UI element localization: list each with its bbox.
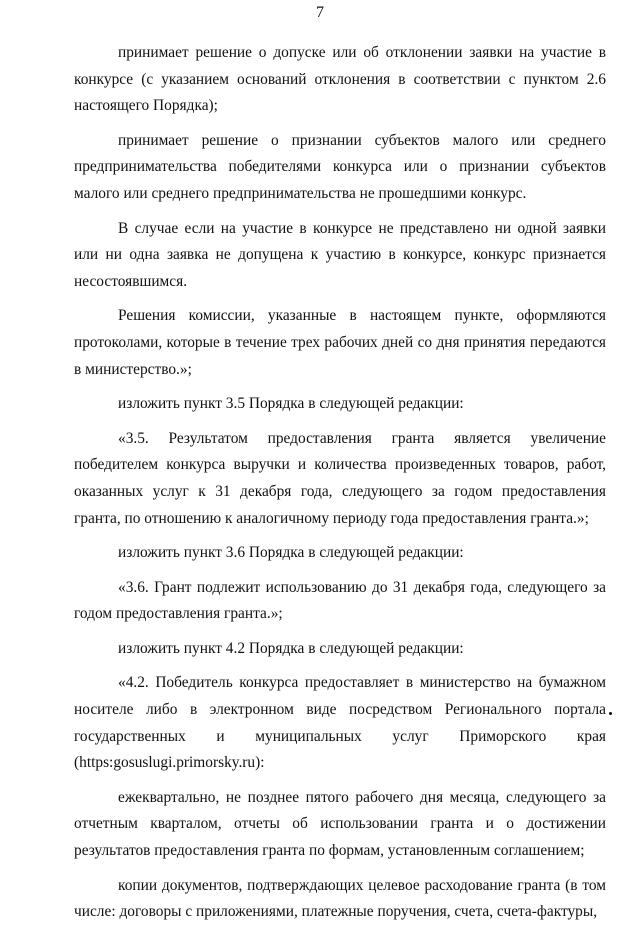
paragraph: Решения комиссии, указанные в настоящем пункте, оформляются протоколами, которые в течение трех рабочих дней со дня принятия передаются в министерство.»; xyxy=(74,307,606,378)
paragraph: принимает решение о допуске или об отклонении заявки на участие в конкурсе (с указанием оснований отклонения в соответствии с пунктом 2.6 настоящего Порядка); xyxy=(74,44,606,115)
paragraph: копии документов, подтверждающих целевое расходование гранта (в том числе: договоры с приложениями, платежные поручения, счета, счета-фактуры, xyxy=(74,876,606,921)
scan-speck xyxy=(609,712,612,715)
paragraph: В случае если на участие в конкурсе не представлено ни одной заявки или ни одна заявка не допущена к участию в конкурсе, конкурс признается несостоявшимся. xyxy=(74,219,606,290)
paragraph: принимает решение о признании субъектов малого или среднего предпринимательства победителями конкурса или о признании субъектов малого или среднего предпринимательства не прошедшими конкурс. xyxy=(74,131,606,202)
paragraph: изложить пункт 3.5 Порядка в следующей редакции: xyxy=(118,395,464,413)
paragraph: ежеквартально, не позднее пятого рабочего дня месяца, следующего за отчетным кварталом, отчеты об использовании гранта и о достижении результатов предоставления гранта по формам, установленным соглашением; xyxy=(74,788,606,860)
paragraph: «3.5. Результатом предоставления гранта является увеличение победителем конкурса выручки и количества произведенных товаров, работ, оказанных услуг к 31 декабря года, следующего за годом предоставления гранта, по отношению к аналогичному периоду года предоставления гранта.»; xyxy=(74,429,606,527)
paragraph: «3.6. Грант подлежит использованию до 31 декабря года, следующего за годом предоставления гранта.»; xyxy=(74,578,606,623)
page-number: 7 xyxy=(316,4,324,21)
paragraph: изложить пункт 3.6 Порядка в следующей редакции: xyxy=(118,544,464,562)
paragraph: изложить пункт 4.2 Порядка в следующей редакции: xyxy=(118,639,464,657)
paragraph: «4.2. Победитель конкурса предоставляет в министерство на бумажном носителе либо в электронном виде посредством Регионального портала государственных и муниципальных услуг Приморского края (https:gosuslugi.primorsky.ru): xyxy=(74,674,606,772)
document-body xyxy=(74,40,606,926)
